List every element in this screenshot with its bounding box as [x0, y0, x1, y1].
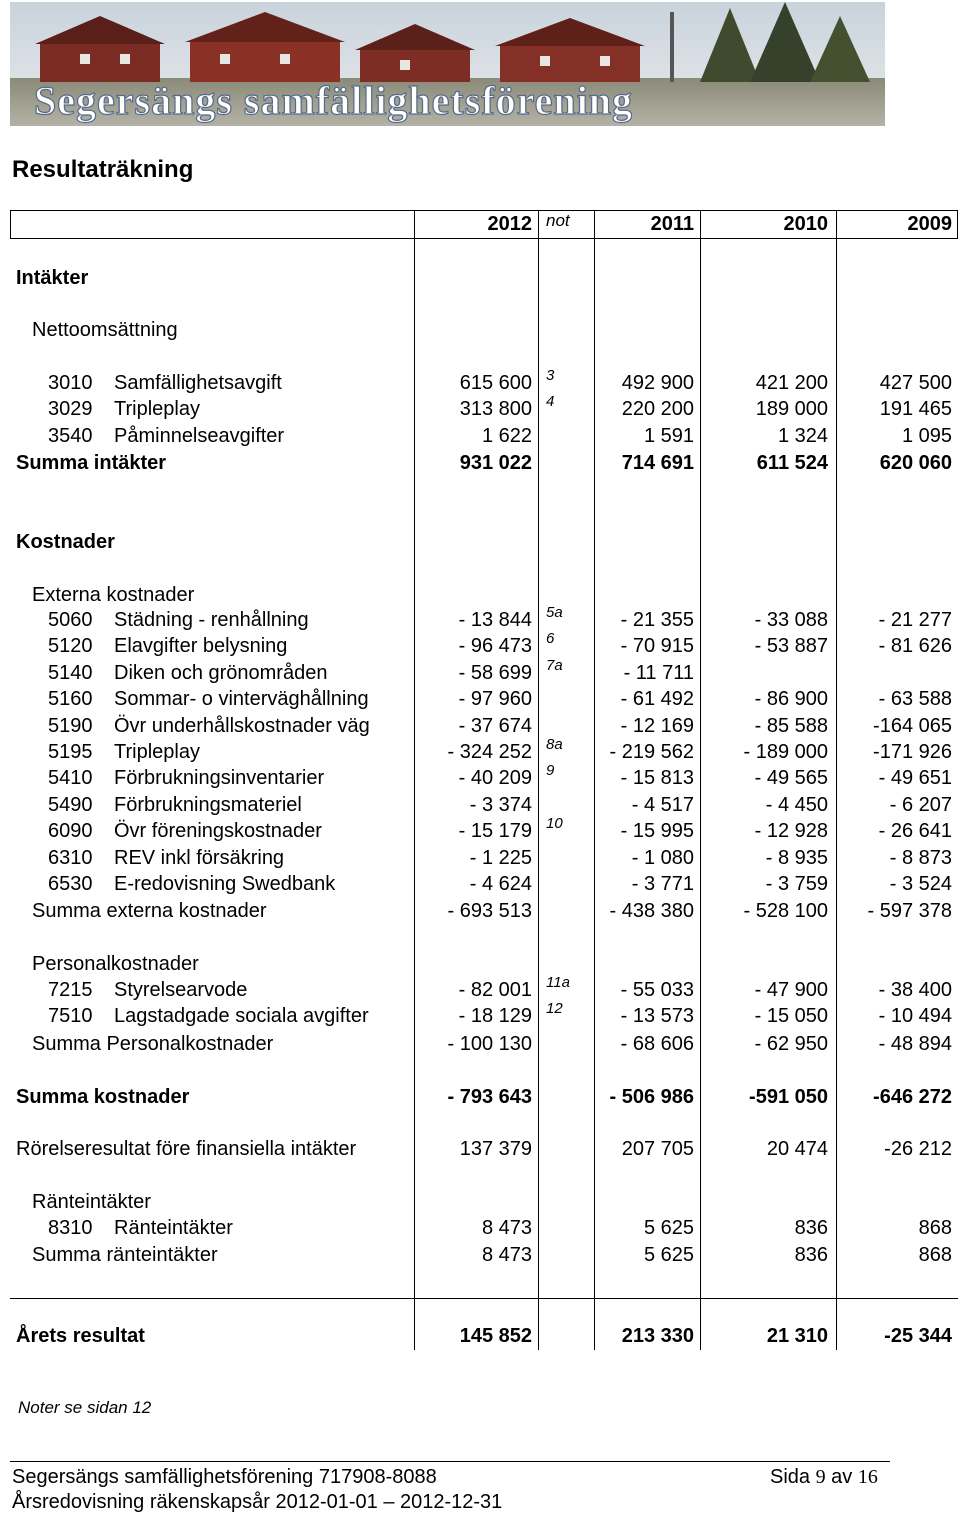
column-divider-4: [836, 210, 837, 1350]
personal-row-1-value-2009: - 10 494: [878, 1005, 952, 1028]
income-row-1-label: Tripleplay: [114, 398, 200, 421]
external-row-6-value-2009: - 49 651: [878, 767, 952, 790]
summa-kostnader-2010: -591 050: [749, 1086, 828, 1108]
personal-row-0-account: 7215: [48, 979, 93, 1001]
external-row-9-value-2011: - 1 080: [631, 846, 694, 869]
arets-resultat-2010: 21 310: [766, 1325, 828, 1347]
income-statement-table: [10, 210, 958, 1350]
section-personal: Personalkostnader: [32, 953, 199, 975]
external-row-5-note: 8a: [546, 736, 563, 753]
summa-externa-2012: - 693 513: [447, 900, 532, 922]
external-row-4-label: Övr underhållskostnader väg: [114, 714, 370, 737]
income-row-0-account: 3010: [48, 372, 93, 394]
income-row-2-value-2009: 1 095: [901, 424, 952, 447]
arets-resultat-2009: -25 344: [884, 1325, 952, 1347]
external-row-5-value-2009: -171 926: [873, 741, 952, 763]
section-kostnader: Kostnader: [16, 531, 115, 553]
col-header-2010: 2010: [783, 213, 828, 235]
header-banner: [10, 2, 885, 126]
external-row-2-label: Diken och grönområden: [114, 661, 328, 684]
external-row-0-account: 5060: [48, 609, 93, 631]
external-row-6-value-2010: - 49 565: [754, 767, 828, 790]
income-row-0-note: 3: [546, 367, 555, 384]
income-row-1-note: 4: [546, 393, 555, 411]
summa-rante-2011: 5 625: [643, 1244, 694, 1266]
footer-page: 9: [815, 1466, 826, 1488]
col-header-2009: 2009: [907, 213, 952, 235]
personal-row-0-value-2010: - 47 900: [754, 979, 828, 1001]
table-top-border: [10, 210, 958, 211]
income-row-0-value-2009: 427 500: [879, 372, 952, 394]
external-row-3-value-2010: - 86 900: [754, 688, 828, 711]
col-header-not: not: [546, 211, 570, 230]
external-row-3-value-2011: - 61 492: [620, 688, 694, 711]
external-row-7-value-2009: - 6 207: [889, 793, 952, 816]
rorelseresultat-2011: 207 705: [621, 1138, 694, 1160]
page-title: Resultaträkning: [12, 156, 194, 183]
summa-rante-2012: 8 473: [481, 1244, 532, 1266]
column-divider-2: [594, 210, 595, 1350]
income-row-1-value-2011: 220 200: [621, 398, 694, 421]
summa-externa-label: Summa externa kostnader: [32, 900, 267, 922]
summa-personal-2009: - 48 894: [878, 1033, 952, 1055]
income-row-0-value-2011: 492 900: [621, 372, 694, 394]
column-divider-3: [700, 210, 701, 1350]
external-row-2-value-2011: - 11 711: [623, 661, 694, 684]
section-nettoomsattning: Nettoomsättning: [32, 319, 178, 341]
summa-personal-2012: - 100 130: [447, 1033, 532, 1055]
summa-externa-2011: - 438 380: [609, 900, 694, 922]
external-row-0-label: Städning - renhållning: [114, 609, 309, 631]
external-row-5-value-2012: - 324 252: [447, 741, 532, 763]
summa-personal-2011: - 68 606: [620, 1033, 694, 1055]
summa-intakter-2011: 714 691: [621, 452, 694, 474]
external-row-5-value-2010: - 189 000: [743, 741, 828, 763]
summa-personal-2010: - 62 950: [754, 1033, 828, 1055]
footer-report: Årsredovisning räkenskapsår 2012-01-01 – 2012-12-31: [12, 1491, 503, 1513]
income-row-1-account: 3029: [48, 398, 93, 421]
arets-resultat-2011: 213 330: [621, 1325, 694, 1347]
arets-resultat-label: Årets resultat: [16, 1325, 145, 1347]
summa-personal-label: Summa Personalkostnader: [32, 1033, 274, 1055]
external-row-4-account: 5190: [48, 714, 93, 737]
rorelseresultat-2009: -26 212: [884, 1138, 952, 1160]
external-row-9-value-2009: - 8 873: [889, 846, 952, 869]
personal-row-1-value-2012: - 18 129: [458, 1005, 532, 1028]
interest-row-0-value-2012: 8 473: [481, 1217, 532, 1239]
rorelseresultat-2010: 20 474: [766, 1138, 828, 1160]
external-row-8-value-2009: - 26 641: [878, 820, 952, 843]
personal-row-0-value-2011: - 55 033: [620, 979, 694, 1001]
external-row-5-label: Tripleplay: [114, 741, 200, 763]
interest-row-0-value-2011: 5 625: [643, 1217, 694, 1239]
external-row-0-value-2009: - 21 277: [878, 609, 952, 631]
external-row-9-value-2012: - 1 225: [469, 846, 532, 869]
personal-row-0-label: Styrelsearvode: [114, 979, 248, 1001]
banner-title: Segersängs samfällighetsförening: [34, 78, 634, 123]
external-row-6-value-2012: - 40 209: [458, 767, 532, 790]
income-row-1-value-2012: 313 800: [459, 398, 532, 421]
external-row-0-value-2012: - 13 844: [458, 609, 532, 631]
section-intakter: Intäkter: [16, 267, 89, 289]
external-row-9-label: REV inkl försäkring: [114, 846, 285, 869]
external-row-9-value-2010: - 8 935: [765, 846, 828, 869]
external-row-0-value-2010: - 33 088: [754, 609, 828, 631]
income-row-2-label: Påminnelseavgifter: [114, 424, 285, 447]
personal-row-0-value-2009: - 38 400: [878, 979, 952, 1001]
income-row-2-account: 3540: [48, 424, 93, 447]
external-row-8-label: Övr föreningskostnader: [114, 820, 322, 843]
income-row-2-value-2010: 1 324: [777, 424, 828, 447]
external-row-3-value-2012: - 97 960: [458, 688, 532, 711]
external-row-8-account: 6090: [48, 820, 93, 843]
rorelseresultat-2012: 137 379: [459, 1138, 532, 1160]
personal-row-1-note: 12: [546, 1000, 563, 1018]
external-row-7-value-2010: - 4 450: [765, 793, 828, 816]
external-row-10-account: 6530: [48, 873, 93, 895]
external-row-10-value-2011: - 3 771: [631, 873, 694, 895]
external-row-1-value-2012: - 96 473: [458, 635, 532, 658]
summa-intakter-2009: 620 060: [879, 452, 952, 474]
section-externa: Externa kostnader: [32, 584, 195, 606]
col-header-2012: 2012: [487, 213, 532, 235]
external-row-3-label: Sommar- o vinterväghållning: [114, 688, 369, 711]
external-row-10-label: E-redovisning Swedbank: [114, 873, 336, 895]
interest-row-0-account: 8310: [48, 1217, 93, 1239]
external-row-2-note: 7a: [546, 656, 563, 674]
external-row-1-value-2010: - 53 887: [754, 635, 828, 658]
personal-row-1-label: Lagstadgade sociala avgifter: [114, 1005, 369, 1028]
income-row-0-value-2012: 615 600: [459, 372, 532, 394]
external-row-6-account: 5410: [48, 767, 93, 790]
summa-kostnader-2012: - 793 643: [447, 1086, 532, 1108]
footer-sida: Sida: [770, 1466, 811, 1488]
external-row-10-value-2012: - 4 624: [469, 873, 532, 895]
external-row-8-value-2011: - 15 995: [620, 820, 694, 843]
external-row-9-account: 6310: [48, 846, 93, 869]
personal-row-1-value-2011: - 13 573: [620, 1005, 694, 1028]
summa-intakter-2012: 931 022: [459, 452, 532, 474]
table-left-border: [10, 210, 11, 238]
table-header-border: [10, 238, 958, 239]
summa-externa-2009: - 597 378: [867, 900, 952, 922]
arets-resultat-2012: 145 852: [459, 1325, 532, 1347]
footer-page-number: [770, 1465, 878, 1489]
external-row-7-label: Förbrukningsmateriel: [114, 793, 302, 816]
summa-rante-label: Summa ränteintäkter: [32, 1244, 218, 1266]
interest-row-0-value-2010: 836: [794, 1217, 828, 1239]
external-row-6-note: 9: [546, 762, 555, 780]
external-row-8-note: 10: [546, 815, 563, 833]
external-row-1-value-2009: - 81 626: [878, 635, 952, 658]
external-row-10-value-2009: - 3 524: [889, 873, 952, 895]
external-row-6-label: Förbrukningsinventarier: [114, 767, 325, 790]
external-row-2-value-2012: - 58 699: [458, 661, 532, 684]
personal-row-1-account: 7510: [48, 1005, 93, 1028]
external-row-7-value-2012: - 3 374: [469, 793, 532, 816]
summa-intakter-2010: 611 524: [756, 452, 828, 474]
external-row-5-value-2011: - 219 562: [609, 741, 694, 763]
external-row-2-account: 5140: [48, 661, 93, 684]
footer-org: Segersängs samfällighetsförening 717908-8088: [12, 1466, 437, 1488]
income-row-2-value-2011: 1 591: [643, 424, 694, 447]
col-header-2011: 2011: [650, 213, 694, 235]
table-right-border: [957, 210, 958, 238]
external-row-1-value-2011: - 70 915: [620, 635, 694, 658]
notes-reference: Noter se sidan 12: [18, 1398, 152, 1417]
summa-externa-2010: - 528 100: [743, 900, 828, 922]
summa-kostnader-2009: -646 272: [873, 1086, 952, 1108]
income-row-0-value-2010: 421 200: [755, 372, 828, 394]
summa-kostnader-2011: - 506 986: [609, 1086, 694, 1108]
column-divider-0: [414, 210, 415, 1350]
external-row-0-value-2011: - 21 355: [620, 609, 694, 631]
summa-rante-2010: 836: [794, 1244, 828, 1266]
footer-total: 16: [857, 1466, 878, 1488]
external-row-0-note: 5a: [546, 604, 563, 621]
footer-av: av: [831, 1466, 853, 1488]
external-row-5-account: 5195: [48, 741, 93, 763]
external-row-7-value-2011: - 4 517: [631, 793, 694, 816]
external-row-1-label: Elavgifter belysning: [114, 635, 288, 658]
section-ranteintakter: Ränteintäkter: [32, 1191, 151, 1213]
result-top-border: [10, 1298, 958, 1299]
summa-rante-2009: 868: [918, 1244, 952, 1266]
income-row-0-label: Samfällighetsavgift: [114, 372, 282, 394]
summa-kostnader-label: Summa kostnader: [16, 1086, 190, 1108]
external-row-4-value-2010: - 85 588: [754, 714, 828, 737]
column-divider-1: [538, 210, 539, 1350]
personal-row-1-value-2010: - 15 050: [754, 1005, 828, 1028]
external-row-4-value-2011: - 12 169: [620, 714, 694, 737]
external-row-3-value-2009: - 63 588: [878, 688, 952, 711]
footer-divider: [10, 1461, 890, 1462]
external-row-4-value-2012: - 37 674: [458, 714, 532, 737]
external-row-8-value-2010: - 12 928: [754, 820, 828, 843]
rorelseresultat-label: Rörelseresultat före finansiella intäkter: [16, 1138, 357, 1160]
external-row-7-account: 5490: [48, 793, 93, 816]
personal-row-0-note: 11a: [546, 974, 570, 991]
income-row-2-value-2012: 1 622: [481, 424, 532, 447]
external-row-3-account: 5160: [48, 688, 93, 711]
personal-row-0-value-2012: - 82 001: [458, 979, 532, 1001]
summa-intakter-label: Summa intäkter: [16, 452, 167, 474]
external-row-1-account: 5120: [48, 635, 93, 658]
external-row-10-value-2010: - 3 759: [765, 873, 828, 895]
external-row-6-value-2011: - 15 813: [620, 767, 694, 790]
external-row-4-value-2009: -164 065: [873, 714, 952, 737]
income-row-1-value-2010: 189 000: [755, 398, 828, 421]
income-row-1-value-2009: 191 465: [879, 398, 952, 421]
external-row-1-note: 6: [546, 630, 555, 648]
interest-row-0-label: Ränteintäkter: [114, 1217, 233, 1239]
external-row-8-value-2012: - 15 179: [458, 820, 532, 843]
interest-row-0-value-2009: 868: [918, 1217, 952, 1239]
